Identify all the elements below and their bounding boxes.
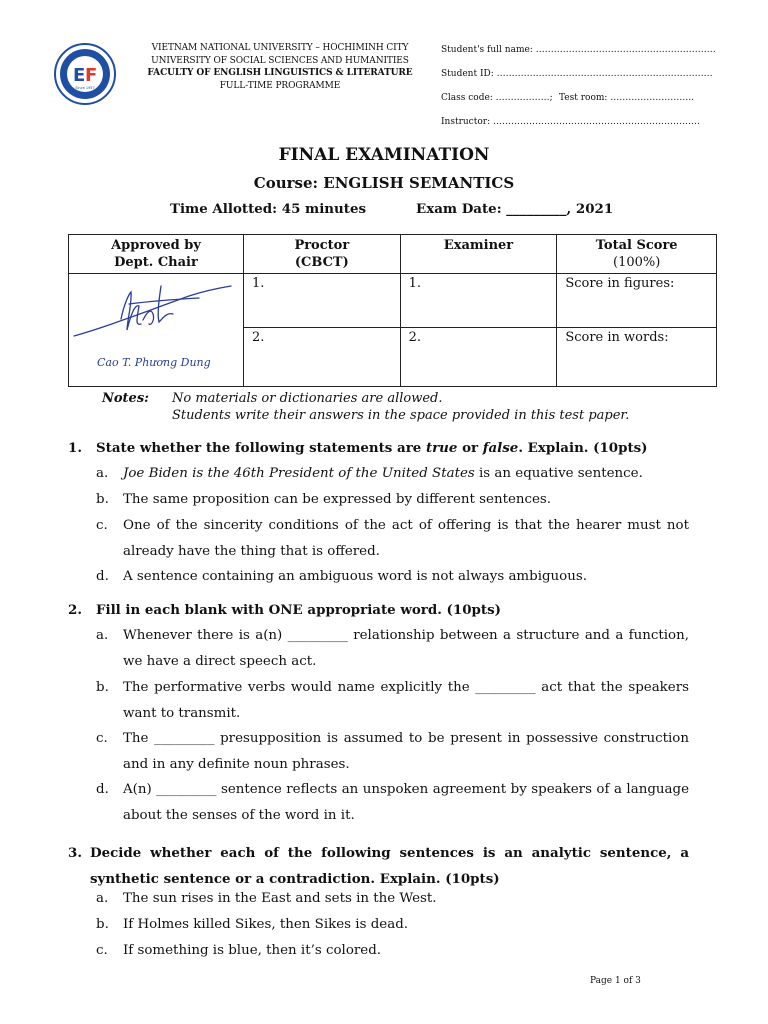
programme-line: FULL-TIME PROGRAMME bbox=[219, 80, 341, 91]
signature-image bbox=[69, 274, 243, 382]
list-item: d. A sentence containing an ambiguous word is not always ambiguous. bbox=[96, 569, 587, 584]
list-item: d. A(n) _________ sentence reflects an unspoken agreement by speakers of a language about the senses of the word in it. bbox=[96, 782, 689, 823]
list-item: c. One of the sincerity conditions of the act of offering is that the hearer must not already have the thing that is offered. bbox=[96, 518, 689, 559]
notes-line: No materials or dictionaries are allowed. bbox=[172, 391, 443, 406]
list-item: a. The sun rises in the East and sets in the West. bbox=[96, 891, 437, 906]
class-code-field[interactable]: Class code: ………………; bbox=[441, 93, 553, 103]
header-proctor: Proctor (CBCT) bbox=[244, 235, 401, 274]
list-item: c. The _________ presupposition is assumed to be present in possessive construction and in any definite noun phrases. bbox=[96, 731, 689, 772]
list-item: a. Whenever there is a(n) _________ relationship between a structure and a function, we have a direct speech act. bbox=[96, 628, 689, 669]
signature-name: Cao T. Phương Dung bbox=[97, 356, 211, 369]
faculty-seal-icon bbox=[53, 42, 117, 106]
list-item: b. The same proposition can be expressed by different sentences. bbox=[96, 492, 552, 507]
list-item: c. If something is blue, then it’s colored. bbox=[96, 943, 382, 958]
proctor-2-cell[interactable]: 2. bbox=[244, 328, 401, 387]
exam-title: FINAL EXAMINATION bbox=[278, 145, 490, 165]
header-total-score: Total Score (100%) bbox=[557, 235, 717, 274]
notes-line: Students write their answers in the space provided in this test paper. bbox=[172, 408, 630, 423]
university-line: VIETNAM NATIONAL UNIVERSITY – HOCHIMINH CITY bbox=[151, 43, 409, 53]
question-number: 3. bbox=[68, 845, 82, 861]
university-header bbox=[130, 42, 430, 92]
list-item: b. If Holmes killed Sikes, then Sikes is dead. bbox=[96, 917, 409, 932]
student-name-field[interactable]: Student's full name: …………………………………………………… bbox=[441, 45, 716, 55]
faculty-line: FACULTY OF ENGLISH LINGUISTICS & LITERATURE bbox=[147, 68, 413, 78]
page-number: Page 1 of 3 bbox=[590, 976, 641, 986]
examiner-2-cell[interactable]: 2. bbox=[400, 328, 557, 387]
course-title: Course: ENGLISH SEMANTICS bbox=[253, 174, 515, 192]
notes bbox=[102, 390, 629, 424]
list-item: b. The performative verbs would name explicitly the _________ act that the speakers want to transmit. bbox=[96, 680, 689, 721]
instructor-field[interactable]: Instructor: …………………………………………………………… bbox=[441, 117, 700, 127]
list-item: a. Joe Biden is the 46th President of the United States is an equative sentence. bbox=[96, 466, 643, 481]
exam-date: Exam Date: _________, 2021 bbox=[416, 201, 614, 217]
question-3-heading: 3. Decide whether each of the following sentences is an analytic sentence, a synthetic sentence or a contradiction. Explain. (10pts) bbox=[68, 840, 689, 892]
question-2-heading: 2. Fill in each blank with ONE appropriate word. (10pts) bbox=[68, 602, 501, 618]
time-allotted: Time Allotted: 45 minutes bbox=[170, 201, 367, 217]
faculty-logo bbox=[53, 42, 117, 106]
svg-text:F: F bbox=[85, 65, 98, 86]
header-approved: Approved by Dept. Chair bbox=[69, 235, 244, 274]
score-words-cell[interactable]: Score in words: bbox=[557, 328, 717, 387]
proctor-1-cell[interactable]: 1. bbox=[244, 274, 401, 328]
student-id-field[interactable]: Student ID: ……………………………………………………………… bbox=[441, 69, 713, 79]
question-1-heading: 1. State whether the following statements are true or false. Explain. (10pts) bbox=[68, 440, 648, 456]
question-number: 1. bbox=[68, 440, 82, 456]
approval-table bbox=[68, 234, 717, 387]
logo-caption: Since 1957 bbox=[75, 86, 95, 90]
university-line: UNIVERSITY OF SOCIAL SCIENCES AND HUMANITIES bbox=[151, 55, 409, 66]
signature-cell bbox=[69, 274, 244, 387]
question-number: 2. bbox=[68, 602, 82, 618]
notes-label: Notes: bbox=[102, 391, 149, 406]
header-examiner: Examiner bbox=[400, 235, 557, 274]
examiner-1-cell[interactable]: 1. bbox=[400, 274, 557, 328]
test-room-field[interactable]: Test room: ………………………. bbox=[559, 93, 695, 103]
svg-text:E: E bbox=[73, 65, 86, 86]
score-figures-cell[interactable]: Score in figures: bbox=[557, 274, 717, 328]
